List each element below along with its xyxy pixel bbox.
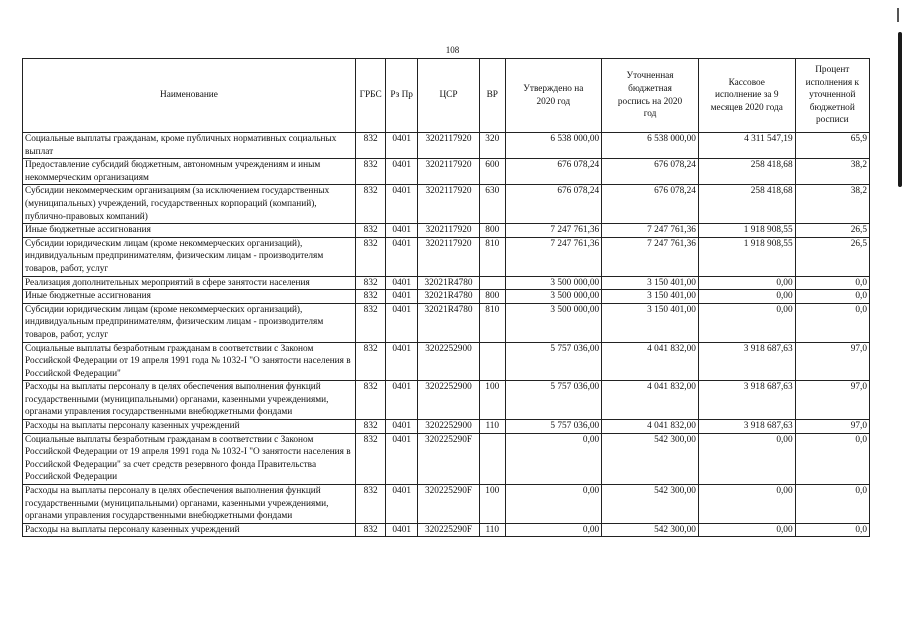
- header-grbs: ГРБС: [355, 59, 386, 133]
- cell-cash: 3 918 687,63: [698, 420, 795, 434]
- cell-cash: 1 918 908,55: [698, 224, 795, 238]
- cell-grbs: 832: [355, 303, 386, 342]
- cell-percent: 0,0: [795, 276, 869, 290]
- cell-name: Социальные выплаты безработным гражданам в соответствии с Законом Российской Федерации от 19 апреля 1991 года № 1032-I "О занятости населения в Российской Федерации" за счет средств резервного фонда Правительства Российской Федерации: [23, 433, 356, 484]
- cell-vr: [480, 433, 505, 484]
- cell-grbs: 832: [355, 485, 386, 524]
- cell-approved: 3 500 000,00: [505, 290, 602, 304]
- cell-cash: 258 418,68: [698, 159, 795, 185]
- cell-rzpr: 0401: [386, 342, 418, 381]
- table-header-row: [23, 59, 870, 133]
- table-row: [23, 303, 870, 342]
- cell-csr: 32021R4780: [417, 276, 479, 290]
- cell-cash: 0,00: [698, 523, 795, 537]
- cell-percent: 38,2: [795, 159, 869, 185]
- cell-name: Расходы на выплаты персоналу в целях обеспечения выполнения функций государственными (муниципальными) органами, казенными учреждениями, органами управления государственными внебюджетными фондами: [23, 485, 356, 524]
- cell-refined: 6 538 000,00: [602, 133, 699, 159]
- cell-csr: 32021R4780: [417, 303, 479, 342]
- cell-refined: 4 041 832,00: [602, 420, 699, 434]
- cell-rzpr: 0401: [386, 185, 418, 224]
- table-row: [23, 224, 870, 238]
- cell-refined: 542 300,00: [602, 433, 699, 484]
- cell-percent: 97,0: [795, 420, 869, 434]
- cell-grbs: 832: [355, 420, 386, 434]
- table-row: [23, 276, 870, 290]
- budget-table: [22, 58, 870, 537]
- header-vr: ВР: [480, 59, 505, 133]
- cell-rzpr: 0401: [386, 276, 418, 290]
- cell-cash: 0,00: [698, 276, 795, 290]
- cell-name: Субсидии некоммерческим организациям (за исключением государственных (муниципальных) учреждений, государственных корпораций (компаний), публично-правовых компаний): [23, 185, 356, 224]
- cell-cash: 3 918 687,63: [698, 381, 795, 420]
- table-row: [23, 237, 870, 276]
- cell-csr: 3202117920: [417, 159, 479, 185]
- cell-vr: 810: [480, 237, 505, 276]
- cell-csr: 3202117920: [417, 185, 479, 224]
- cell-csr: 3202252900: [417, 381, 479, 420]
- cell-percent: 0,0: [795, 523, 869, 537]
- cell-name: Предоставление субсидий бюджетным, автономным учреждениям и иным некоммерческим организациям: [23, 159, 356, 185]
- header-percent: Процент исполнения к уточненной бюджетной росписи: [795, 59, 869, 133]
- scan-edge-mark-top: [897, 8, 899, 22]
- cell-approved: 3 500 000,00: [505, 276, 602, 290]
- cell-csr: 320225290F: [417, 433, 479, 484]
- header-name: Наименование: [23, 59, 356, 133]
- cell-csr: 320225290F: [417, 485, 479, 524]
- cell-grbs: 832: [355, 381, 386, 420]
- cell-grbs: 832: [355, 523, 386, 537]
- cell-percent: 0,0: [795, 433, 869, 484]
- cell-approved: 0,00: [505, 433, 602, 484]
- cell-csr: 3202117920: [417, 133, 479, 159]
- cell-name: Иные бюджетные ассигнования: [23, 290, 356, 304]
- cell-vr: 110: [480, 523, 505, 537]
- cell-refined: 3 150 401,00: [602, 303, 699, 342]
- cell-approved: 676 078,24: [505, 159, 602, 185]
- cell-grbs: 832: [355, 133, 386, 159]
- cell-grbs: 832: [355, 290, 386, 304]
- cell-grbs: 832: [355, 224, 386, 238]
- page-number: 108: [445, 45, 460, 55]
- cell-refined: 4 041 832,00: [602, 381, 699, 420]
- cell-name: Социальные выплаты безработным гражданам в соответствии с Законом Российской Федерации от 19 апреля 1991 года № 1032-I "О занятости населения в Российской Федерации": [23, 342, 356, 381]
- cell-percent: 0,0: [795, 303, 869, 342]
- table-row: [23, 523, 870, 537]
- cell-cash: 258 418,68: [698, 185, 795, 224]
- cell-refined: 542 300,00: [602, 485, 699, 524]
- cell-percent: 97,0: [795, 342, 869, 381]
- header-rzpr: Рз Пр: [386, 59, 418, 133]
- header-csr: ЦСР: [417, 59, 479, 133]
- cell-refined: 7 247 761,36: [602, 237, 699, 276]
- cell-cash: 0,00: [698, 485, 795, 524]
- cell-name: Реализация дополнительных мероприятий в сфере занятости населения: [23, 276, 356, 290]
- cell-grbs: 832: [355, 342, 386, 381]
- cell-vr: 600: [480, 159, 505, 185]
- table-row: [23, 433, 870, 484]
- cell-vr: 100: [480, 485, 505, 524]
- cell-percent: 65,9: [795, 133, 869, 159]
- cell-refined: 676 078,24: [602, 159, 699, 185]
- cell-cash: 0,00: [698, 433, 795, 484]
- cell-rzpr: 0401: [386, 159, 418, 185]
- cell-name: Субсидии юридическим лицам (кроме некоммерческих организаций), индивидуальным предпринимателям, физическим лицам - производителям товаров, работ, услуг: [23, 303, 356, 342]
- header-cash: Кассовое исполнение за 9 месяцев 2020 года: [698, 59, 795, 133]
- cell-approved: 5 757 036,00: [505, 342, 602, 381]
- cell-rzpr: 0401: [386, 433, 418, 484]
- cell-csr: 320225290F: [417, 523, 479, 537]
- cell-approved: 5 757 036,00: [505, 381, 602, 420]
- cell-approved: 0,00: [505, 523, 602, 537]
- cell-vr: 810: [480, 303, 505, 342]
- cell-grbs: 832: [355, 185, 386, 224]
- cell-cash: 0,00: [698, 290, 795, 304]
- cell-refined: 676 078,24: [602, 185, 699, 224]
- table-row: [23, 159, 870, 185]
- cell-grbs: 832: [355, 159, 386, 185]
- cell-approved: 3 500 000,00: [505, 303, 602, 342]
- header-refined: Уточненная бюджетная роспись на 2020 год: [602, 59, 699, 133]
- cell-grbs: 832: [355, 276, 386, 290]
- cell-percent: 0,0: [795, 290, 869, 304]
- cell-csr: 3202252900: [417, 420, 479, 434]
- table-row: [23, 342, 870, 381]
- cell-name: Расходы на выплаты персоналу в целях обеспечения выполнения функций государственными (муниципальными) органами, казенными учреждениями, органами управления государственными внебюджетными фондами: [23, 381, 356, 420]
- table-row: [23, 381, 870, 420]
- cell-name: Субсидии юридическим лицам (кроме некоммерческих организаций), индивидуальным предпринимателям, физическим лицам - производителям товаров, работ, услуг: [23, 237, 356, 276]
- cell-percent: 0,0: [795, 485, 869, 524]
- cell-grbs: 832: [355, 433, 386, 484]
- cell-approved: 676 078,24: [505, 185, 602, 224]
- cell-rzpr: 0401: [386, 290, 418, 304]
- cell-rzpr: 0401: [386, 420, 418, 434]
- cell-rzpr: 0401: [386, 133, 418, 159]
- cell-vr: 800: [480, 290, 505, 304]
- table-row: [23, 290, 870, 304]
- table-row: [23, 133, 870, 159]
- cell-percent: 26,5: [795, 224, 869, 238]
- scan-edge-mark: [898, 32, 902, 187]
- cell-name: Иные бюджетные ассигнования: [23, 224, 356, 238]
- cell-refined: 3 150 401,00: [602, 290, 699, 304]
- cell-vr: 320: [480, 133, 505, 159]
- cell-refined: 7 247 761,36: [602, 224, 699, 238]
- table-row: [23, 420, 870, 434]
- cell-cash: 3 918 687,63: [698, 342, 795, 381]
- cell-vr: 630: [480, 185, 505, 224]
- table-row: [23, 185, 870, 224]
- cell-vr: 100: [480, 381, 505, 420]
- cell-rzpr: 0401: [386, 523, 418, 537]
- cell-name: Социальные выплаты гражданам, кроме публичных нормативных социальных выплат: [23, 133, 356, 159]
- header-approved: Утверждено на 2020 год: [505, 59, 602, 133]
- cell-csr: 32021R4780: [417, 290, 479, 304]
- cell-rzpr: 0401: [386, 381, 418, 420]
- cell-name: Расходы на выплаты персоналу казенных учреждений: [23, 523, 356, 537]
- cell-percent: 97,0: [795, 381, 869, 420]
- cell-approved: 6 538 000,00: [505, 133, 602, 159]
- cell-grbs: 832: [355, 237, 386, 276]
- cell-approved: 0,00: [505, 485, 602, 524]
- cell-rzpr: 0401: [386, 237, 418, 276]
- cell-percent: 26,5: [795, 237, 869, 276]
- cell-csr: 3202117920: [417, 237, 479, 276]
- cell-rzpr: 0401: [386, 303, 418, 342]
- cell-refined: 3 150 401,00: [602, 276, 699, 290]
- cell-csr: 3202252900: [417, 342, 479, 381]
- cell-csr: 3202117920: [417, 224, 479, 238]
- cell-approved: 7 247 761,36: [505, 237, 602, 276]
- cell-rzpr: 0401: [386, 224, 418, 238]
- cell-percent: 38,2: [795, 185, 869, 224]
- cell-refined: 542 300,00: [602, 523, 699, 537]
- table-row: [23, 485, 870, 524]
- cell-approved: 7 247 761,36: [505, 224, 602, 238]
- cell-vr: [480, 342, 505, 381]
- cell-cash: 4 311 547,19: [698, 133, 795, 159]
- cell-vr: 110: [480, 420, 505, 434]
- cell-cash: 0,00: [698, 303, 795, 342]
- cell-name: Расходы на выплаты персоналу казенных учреждений: [23, 420, 356, 434]
- cell-rzpr: 0401: [386, 485, 418, 524]
- cell-vr: [480, 276, 505, 290]
- cell-vr: 800: [480, 224, 505, 238]
- cell-refined: 4 041 832,00: [602, 342, 699, 381]
- table-body: [23, 133, 870, 537]
- cell-cash: 1 918 908,55: [698, 237, 795, 276]
- cell-approved: 5 757 036,00: [505, 420, 602, 434]
